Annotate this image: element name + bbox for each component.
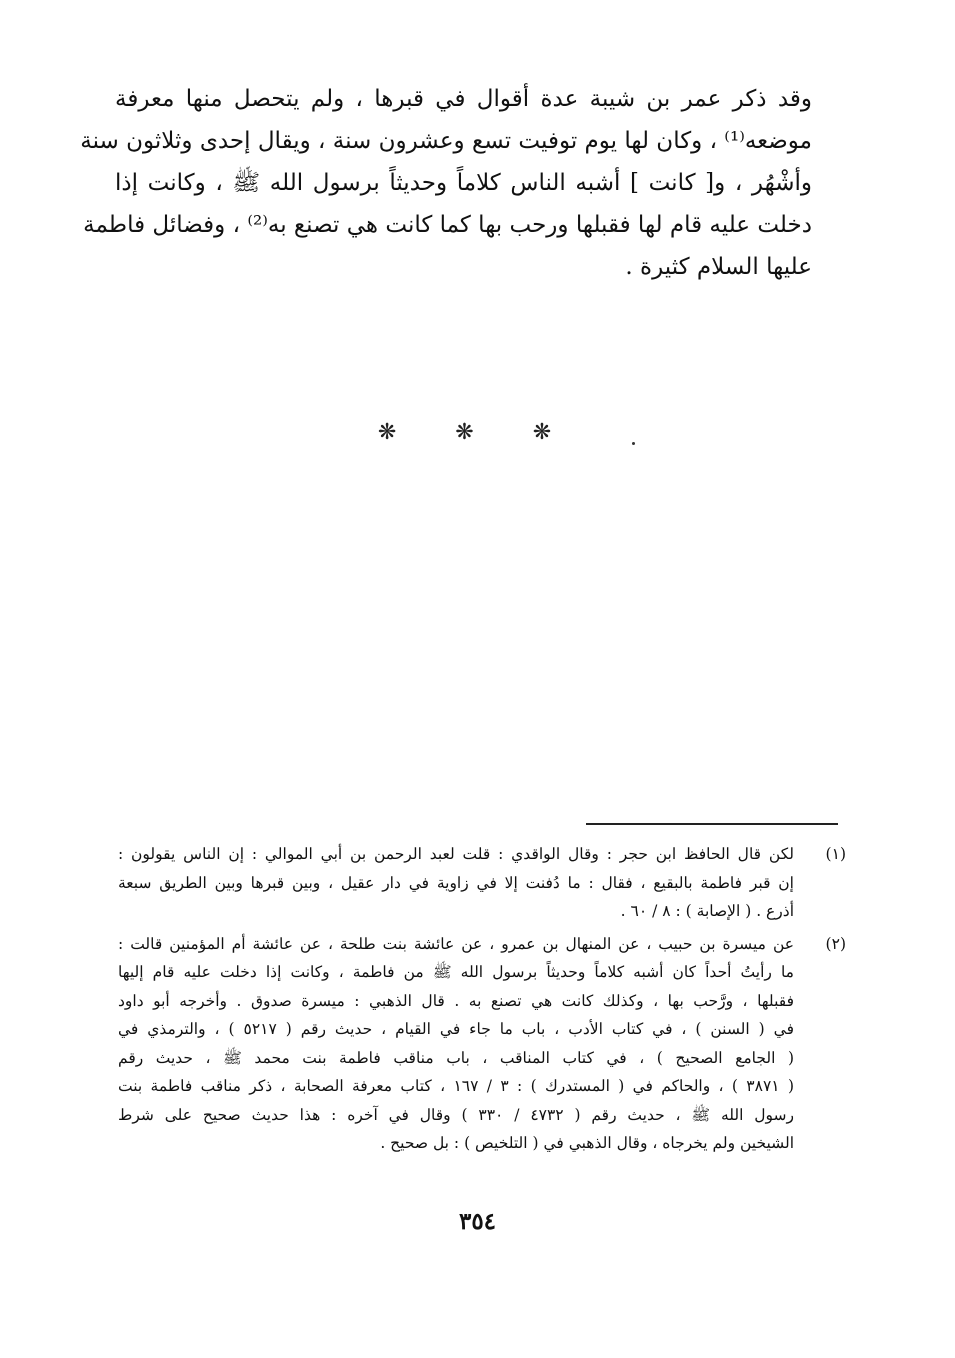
footnote-line: الشيخين ولم يخرجاه ، وقال الذهبي في ( التلخيص ) : بل صحيح . — [380, 1134, 794, 1152]
stray-dot — [632, 442, 635, 445]
page-number: ٣٥٤ — [458, 1208, 497, 1235]
main-line: موضعه⁽¹⁾ ، وكان لها يوم توفيت تسع وعشرون سنة ، ويقال إحدى وثلاثون سنة — [80, 128, 812, 154]
footnote-2 — [118, 930, 846, 1158]
footnote-line: رسول الله ﷺ ، حديث رقم ( ٤٧٣٢ / ٣٣٠ ) وقال في آخره : هذا حديث صحيح على شرط — [118, 1105, 795, 1124]
section-separator-stars: ❋ ❋ ❋ — [377, 420, 578, 445]
footnote-number: (١) — [825, 845, 846, 863]
main-line: وقد ذكر عمر بن شيبة عدة أقوال في قبرها ، ولم يتحصل منها معرفة — [115, 86, 812, 112]
footnote-line: في ( السنن ) ، في كتاب الأدب ، باب ما جاء في القيام ، حديث رقم ( ٥٢١٧ ) ، والترمذي في — [118, 1020, 794, 1038]
footnote-line: لكن قال الحافظ ابن حجر : وقال الواقدي : قلت لعبد الرحمن بن أبي الموالي : إن الناس يقولون : — [118, 845, 794, 863]
main-line: عليها السلام كثيرة . — [625, 254, 812, 280]
main-line: وأشْهُر ، و[ كانت ] أشبه الناس كلاماً وحديثاً برسول الله ﷺ ، وكانت إذا — [115, 170, 812, 196]
footnote-line: إن قبر فاطمة بالبقيع ، فقال : ما دُفنت إلا في زاوية في دار عقيل ، وبين قبرها وبين الطريق سبعة — [118, 873, 794, 892]
footnote-line: فقبلها ، ورَّحب بها ، وكذلك كانت هي تصنع به . قال الذهبي : ميسرة صدوق . وأخرجه أبو داود — [118, 991, 794, 1010]
main-body-text — [80, 78, 840, 288]
footnote-line: ما رأيتُ أحداً كان أشبه كلاماً وحديثاً برسول الله ﷺ من فاطمة ، وكانت إذا دخلت عليه قام إليها — [118, 963, 794, 981]
footnote-line: عن ميسرة بن حبيب ، عن المنهال بن عمرو ، عن عائشة بنت طلحة ، عن عائشة أم المؤمنين قالت : — [118, 934, 794, 953]
footnote-line: أذرع . ( الإصابة ) : ٨ / ٦٠ . — [620, 902, 794, 920]
footnote-divider-line — [586, 823, 838, 825]
footnote-1 — [118, 840, 846, 926]
footnote-number: (٢) — [825, 934, 846, 953]
footnote-line: ( الجامع الصحيح ) ، في كتاب المناقب ، باب مناقب فاطمة بنت محمد ﷺ ، حديث رقم — [118, 1048, 794, 1067]
main-line: دخلت عليه قام لها فقبلها ورحب بها كما كانت هي تصنع به⁽²⁾ ، وفضائل فاطمة — [83, 212, 812, 238]
main-paragraph — [80, 78, 840, 288]
footnote-line: ( ٣٨٧١ ) ، والحاكم في ( المستدرك ) : ٣ / ١٦٧ ، كتاب معرفة الصحابة ، ذكر مناقب فاطمة بنت — [118, 1077, 794, 1095]
footnotes-section — [118, 840, 846, 1162]
